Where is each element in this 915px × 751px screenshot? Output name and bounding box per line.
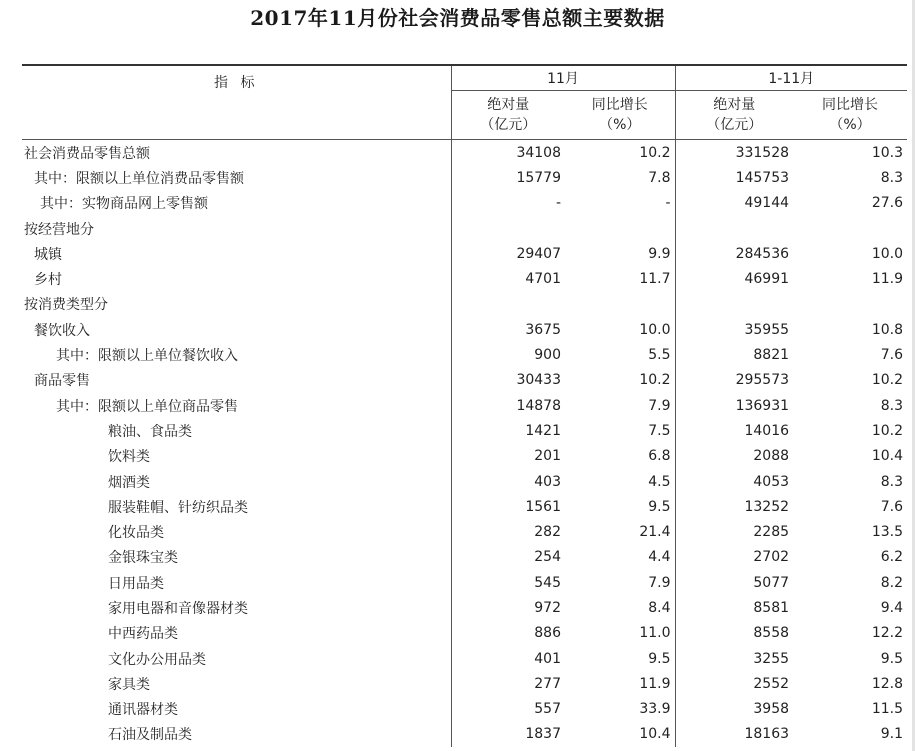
growth-nov-cell: 5.5: [565, 342, 675, 367]
indicator-header: 指 标: [22, 65, 451, 140]
growth-nov-cell: 11.0: [565, 621, 675, 646]
growth-ytd-cell: 10.4: [871, 448, 904, 465]
absolute-ytd-cell: 5077: [753, 574, 790, 591]
indicator-name-cell: 粮油、食品类: [22, 418, 451, 443]
indicator-name-cell: 中西药品类: [22, 621, 451, 646]
growth-ytd-cell: 9.1: [880, 726, 904, 743]
column-header-unit: （亿元）: [706, 117, 763, 133]
indicator-name-cell: 金银珠宝类: [22, 545, 451, 570]
growth-nov-cell: 21.4: [565, 519, 675, 544]
absolute-nov-cell: 201: [534, 448, 561, 465]
growth-nov-cell: 6.8: [565, 444, 675, 469]
growth-nov-cell: [565, 292, 675, 317]
absolute-ytd-cell: 284536: [735, 245, 790, 262]
absolute-ytd-cell: 331528: [735, 144, 790, 161]
column-header-absolute-ytd: [675, 91, 793, 140]
table-body: [22, 140, 907, 748]
page-title: 2017年11月份社会消费品零售总额主要数据: [250, 6, 665, 30]
absolute-nov-cell: 972: [534, 599, 561, 616]
column-header-unit: （%）: [829, 117, 871, 133]
table-row: [22, 545, 907, 570]
absolute-nov-cell: 14878: [516, 397, 561, 414]
table-row: [22, 140, 907, 166]
absolute-nov-cell: 886: [534, 625, 561, 642]
growth-ytd-cell: 12.2: [871, 625, 904, 642]
growth-nov-cell: [565, 216, 675, 241]
indicator-name-cell: 城镇: [22, 241, 451, 266]
column-header-label: 绝对量: [713, 97, 756, 113]
column-header-unit: （亿元）: [480, 117, 537, 133]
absolute-nov-cell: 1837: [525, 726, 561, 743]
indicator-name-cell: 按消费类型分: [22, 292, 451, 317]
table-row: [22, 646, 907, 671]
column-header-growth-nov: [565, 91, 675, 140]
indicator-name-cell: 服装鞋帽、针纺织品类: [22, 494, 451, 519]
absolute-ytd-cell: 2285: [753, 524, 790, 541]
growth-nov-cell: 11.9: [565, 671, 675, 696]
column-header-label: 同比增长: [591, 97, 648, 113]
indicator-name-cell: 文化办公用品类: [22, 646, 451, 671]
absolute-nov-cell: -: [555, 195, 561, 212]
table-row: [22, 697, 907, 722]
growth-ytd-cell: 10.2: [871, 372, 904, 389]
absolute-ytd-cell: 13252: [744, 498, 790, 515]
absolute-ytd-cell: 14016: [744, 422, 790, 439]
group-header-jan-nov: 1-11月: [675, 65, 907, 91]
absolute-nov-cell: 401: [534, 650, 561, 667]
growth-nov-cell: 10.2: [565, 368, 675, 393]
table-row: [22, 621, 907, 646]
growth-ytd-cell: 27.6: [871, 195, 904, 212]
table-row: [22, 494, 907, 519]
table-row: [22, 241, 907, 266]
growth-ytd-cell: 10.0: [871, 245, 904, 262]
absolute-ytd-cell: 2552: [753, 675, 790, 692]
growth-ytd-cell: 10.3: [871, 144, 904, 161]
indicator-name-cell: 餐饮收入: [22, 317, 451, 342]
absolute-nov-cell: 30433: [516, 372, 561, 389]
growth-ytd-cell: [793, 292, 907, 317]
indicator-name-cell: 家具类: [22, 671, 451, 696]
table-row: [22, 342, 907, 367]
growth-nov-cell: 7.5: [565, 418, 675, 443]
indicator-name-cell: 其中：实物商品网上零售额: [22, 191, 451, 216]
absolute-ytd-cell: 2702: [753, 549, 790, 566]
indicator-name-cell: 乡村: [22, 266, 451, 291]
absolute-nov-cell: 403: [534, 473, 561, 490]
absolute-nov-cell: 277: [534, 675, 561, 692]
absolute-ytd-cell: 2088: [753, 448, 790, 465]
growth-nov-cell: 10.4: [565, 722, 675, 747]
column-header-label: 绝对量: [487, 97, 530, 113]
growth-nov-cell: 33.9: [565, 697, 675, 722]
absolute-nov-cell: [451, 292, 565, 317]
absolute-nov-cell: 3675: [525, 321, 561, 338]
indicator-name-cell: 烟酒类: [22, 469, 451, 494]
column-header-growth-ytd: [793, 91, 907, 140]
absolute-ytd-cell: [675, 216, 793, 241]
growth-ytd-cell: [793, 216, 907, 241]
indicator-name-cell: 饮料类: [22, 444, 451, 469]
column-header-label: 同比增长: [822, 97, 879, 113]
absolute-nov-cell: 557: [534, 701, 561, 718]
column-header-absolute-nov: [451, 91, 565, 140]
indicator-name-cell: 日用品类: [22, 570, 451, 595]
table-row: [22, 165, 907, 190]
table-row: [22, 393, 907, 418]
column-header-unit: （%）: [599, 117, 641, 133]
absolute-nov-cell: 545: [534, 574, 561, 591]
growth-ytd-cell: 6.2: [880, 549, 904, 566]
absolute-nov-cell: 15779: [516, 169, 561, 186]
growth-ytd-cell: 7.6: [880, 498, 904, 515]
growth-nov-cell: 10.2: [565, 140, 675, 166]
growth-ytd-cell: 10.8: [871, 321, 904, 338]
table-row: [22, 722, 907, 747]
growth-ytd-cell: 8.3: [880, 473, 904, 490]
absolute-ytd-cell: 145753: [735, 169, 790, 186]
indicator-name-cell: 石油及制品类: [22, 722, 451, 747]
growth-ytd-cell: 9.4: [880, 599, 904, 616]
table-row: [22, 570, 907, 595]
growth-ytd-cell: 8.2: [880, 574, 904, 591]
absolute-nov-cell: [451, 216, 565, 241]
group-header-november: 11月: [451, 65, 675, 91]
absolute-nov-cell: 1561: [525, 498, 561, 515]
growth-nov-cell: 7.9: [565, 393, 675, 418]
growth-nov-cell: 7.9: [565, 570, 675, 595]
growth-nov-cell: 9.9: [565, 241, 675, 266]
growth-ytd-cell: 11.9: [871, 271, 904, 288]
indicator-name-cell: 按经营地分: [22, 216, 451, 241]
absolute-ytd-cell: 3255: [753, 650, 790, 667]
growth-ytd-cell: 8.3: [880, 169, 904, 186]
absolute-ytd-cell: 35955: [744, 321, 790, 338]
absolute-nov-cell: 282: [534, 524, 561, 541]
table-row: [22, 292, 907, 317]
growth-nov-cell: 4.5: [565, 469, 675, 494]
growth-ytd-cell: 9.5: [880, 650, 904, 667]
indicator-name-cell: 家用电器和音像器材类: [22, 595, 451, 620]
indicator-name-cell: 通讯器材类: [22, 697, 451, 722]
growth-nov-cell: -: [565, 191, 675, 216]
indicator-name-cell: 商品零售: [22, 368, 451, 393]
table-row: [22, 519, 907, 544]
absolute-nov-cell: 1421: [525, 422, 561, 439]
absolute-ytd-cell: 8821: [753, 347, 790, 364]
table-row: [22, 368, 907, 393]
retail-sales-table: [22, 64, 907, 747]
growth-ytd-cell: 10.2: [871, 422, 904, 439]
table-row: [22, 418, 907, 443]
growth-ytd-cell: 13.5: [871, 524, 904, 541]
indicator-name-cell: 其中：限额以上单位消费品零售额: [22, 165, 451, 190]
table-row: [22, 191, 907, 216]
table-row: [22, 216, 907, 241]
indicator-name-cell: 其中：限额以上单位餐饮收入: [22, 342, 451, 367]
growth-nov-cell: 10.0: [565, 317, 675, 342]
absolute-ytd-cell: 49144: [744, 195, 790, 212]
growth-nov-cell: 9.5: [565, 494, 675, 519]
table-header-row-groups: [22, 65, 907, 91]
growth-nov-cell: 4.4: [565, 545, 675, 570]
absolute-ytd-cell: 8558: [753, 625, 790, 642]
table-row: [22, 266, 907, 291]
growth-ytd-cell: 7.6: [880, 347, 904, 364]
indicator-name-cell: 社会消费品零售总额: [22, 140, 451, 166]
growth-ytd-cell: 8.3: [880, 397, 904, 414]
table-row: [22, 317, 907, 342]
absolute-nov-cell: 900: [534, 347, 561, 364]
absolute-nov-cell: 34108: [516, 144, 561, 161]
growth-nov-cell: 7.8: [565, 165, 675, 190]
absolute-ytd-cell: 46991: [744, 271, 790, 288]
growth-nov-cell: 11.7: [565, 266, 675, 291]
absolute-ytd-cell: 295573: [735, 372, 790, 389]
table-row: [22, 444, 907, 469]
absolute-ytd-cell: 8581: [753, 599, 790, 616]
growth-nov-cell: 9.5: [565, 646, 675, 671]
growth-ytd-cell: 12.8: [871, 675, 904, 692]
table-row: [22, 469, 907, 494]
table-row: [22, 671, 907, 696]
indicator-name-cell: 其中：限额以上单位商品零售: [22, 393, 451, 418]
growth-ytd-cell: 11.5: [871, 701, 904, 718]
indicator-name-cell: 化妆品类: [22, 519, 451, 544]
absolute-ytd-cell: 3958: [753, 701, 790, 718]
absolute-nov-cell: 254: [534, 549, 561, 566]
table-row: [22, 595, 907, 620]
absolute-nov-cell: 4701: [525, 271, 561, 288]
absolute-nov-cell: 29407: [516, 245, 561, 262]
absolute-ytd-cell: 4053: [753, 473, 790, 490]
growth-nov-cell: 8.4: [565, 595, 675, 620]
absolute-ytd-cell: 136931: [735, 397, 790, 414]
absolute-ytd-cell: [675, 292, 793, 317]
absolute-ytd-cell: 18163: [744, 726, 790, 743]
